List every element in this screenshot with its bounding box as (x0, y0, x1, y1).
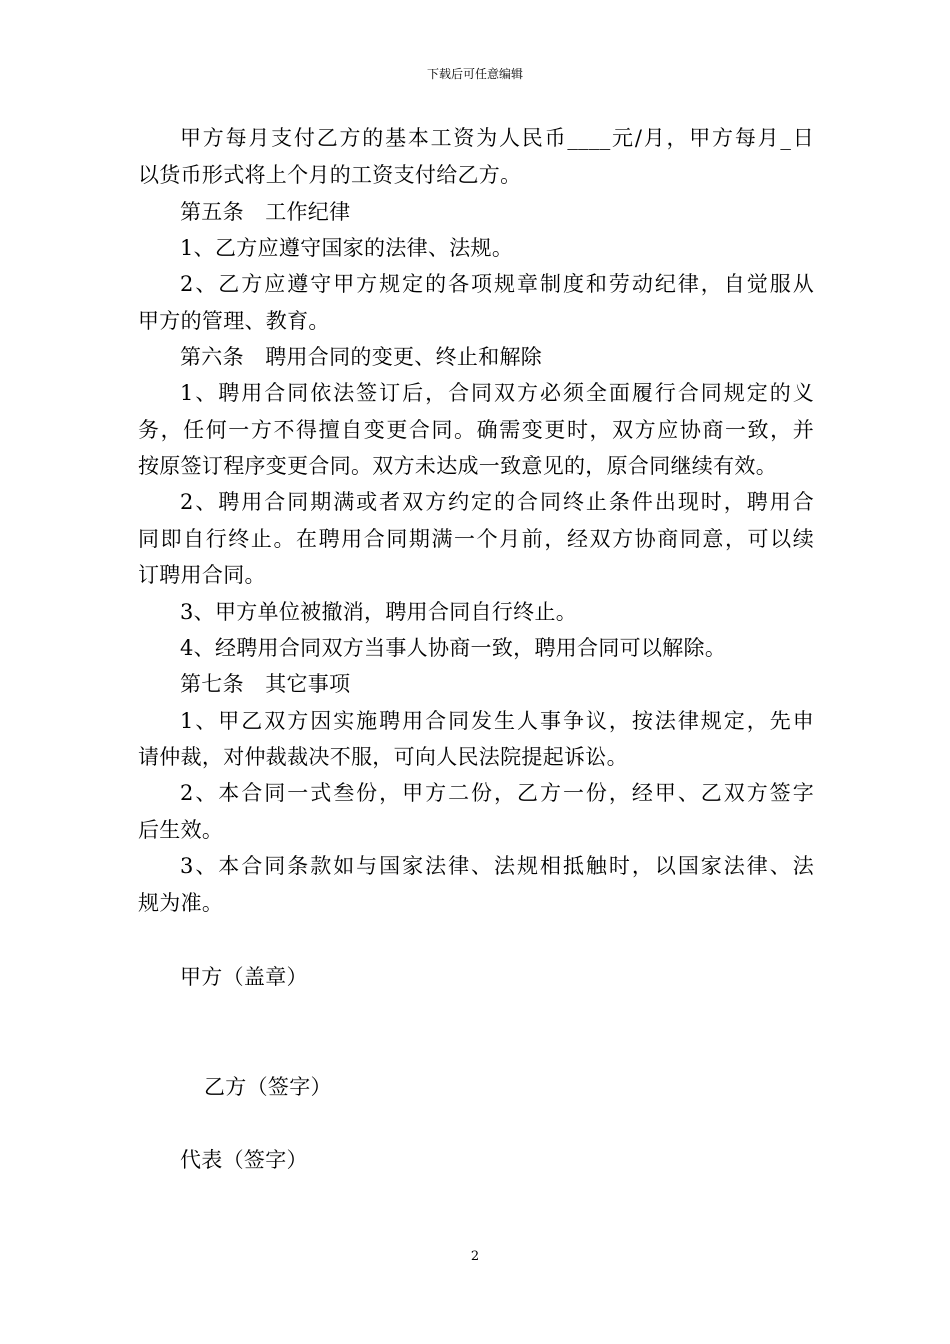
paragraph-line: 订聘用合同。 (138, 563, 266, 587)
section-heading-7: 第七条 其它事项 (180, 672, 351, 696)
paragraph-line: 按原签订程序变更合同。双方未达成一致意见的，原合同继续有效。 (138, 454, 777, 478)
paragraph-line: 以货币形式将上个月的工资支付给乙方。 (138, 163, 522, 187)
page-number: 2 (470, 1249, 480, 1264)
paragraph-line: 甲方每月支付乙方的基本工资为人民币____元/月，甲方每月_日 (180, 126, 814, 150)
page-header: 下载后可任意编辑 (426, 67, 523, 81)
paragraph-line: 规为准。 (138, 891, 224, 915)
paragraph-line: 3、本合同条款如与国家法律、法规相抵触时，以国家法律、法 (180, 854, 814, 878)
party-b-signature-label: 乙方（签字） (204, 1075, 332, 1099)
paragraph-line: 1、甲乙双方因实施聘用合同发生人事争议，按法律规定，先申 (180, 709, 814, 733)
paragraph-line: 同即自行终止。在聘用合同期满一个月前，经双方协商同意，可以续 (138, 527, 814, 551)
section-heading-5: 第五条 工作纪律 (180, 200, 351, 224)
paragraph-line: 务，任何一方不得擅自变更合同。确需变更时，双方应协商一致，并 (138, 418, 814, 442)
paragraph-line: 1、聘用合同依法签订后，合同双方必须全面履行合同规定的义 (180, 381, 814, 405)
paragraph-line: 后生效。 (138, 818, 224, 842)
paragraph-line: 2、本合同一式叁份，甲方二份，乙方一份，经甲、乙双方签字 (180, 781, 814, 805)
paragraph-line: 4、经聘用合同双方当事人协商一致，聘用合同可以解除。 (180, 636, 727, 660)
section-heading-6: 第六条 聘用合同的变更、终止和解除 (180, 345, 543, 369)
paragraph-line: 2、聘用合同期满或者双方约定的合同终止条件出现时，聘用合 (180, 490, 814, 514)
paragraph-line: 请仲裁，对仲裁裁决不服，可向人民法院提起诉讼。 (138, 745, 628, 769)
paragraph-line: 1、乙方应遵守国家的法律、法规。 (180, 236, 514, 260)
paragraph-line: 甲方的管理、教育。 (138, 309, 330, 333)
representative-signature-label: 代表（签字） (180, 1148, 308, 1172)
paragraph-line: 2、乙方应遵守甲方规定的各项规章制度和劳动纪律，自觉服从 (180, 272, 814, 296)
party-a-seal-label: 甲方（盖章） (180, 965, 308, 989)
paragraph-line: 3、甲方单位被撤消，聘用合同自行终止。 (180, 600, 578, 624)
